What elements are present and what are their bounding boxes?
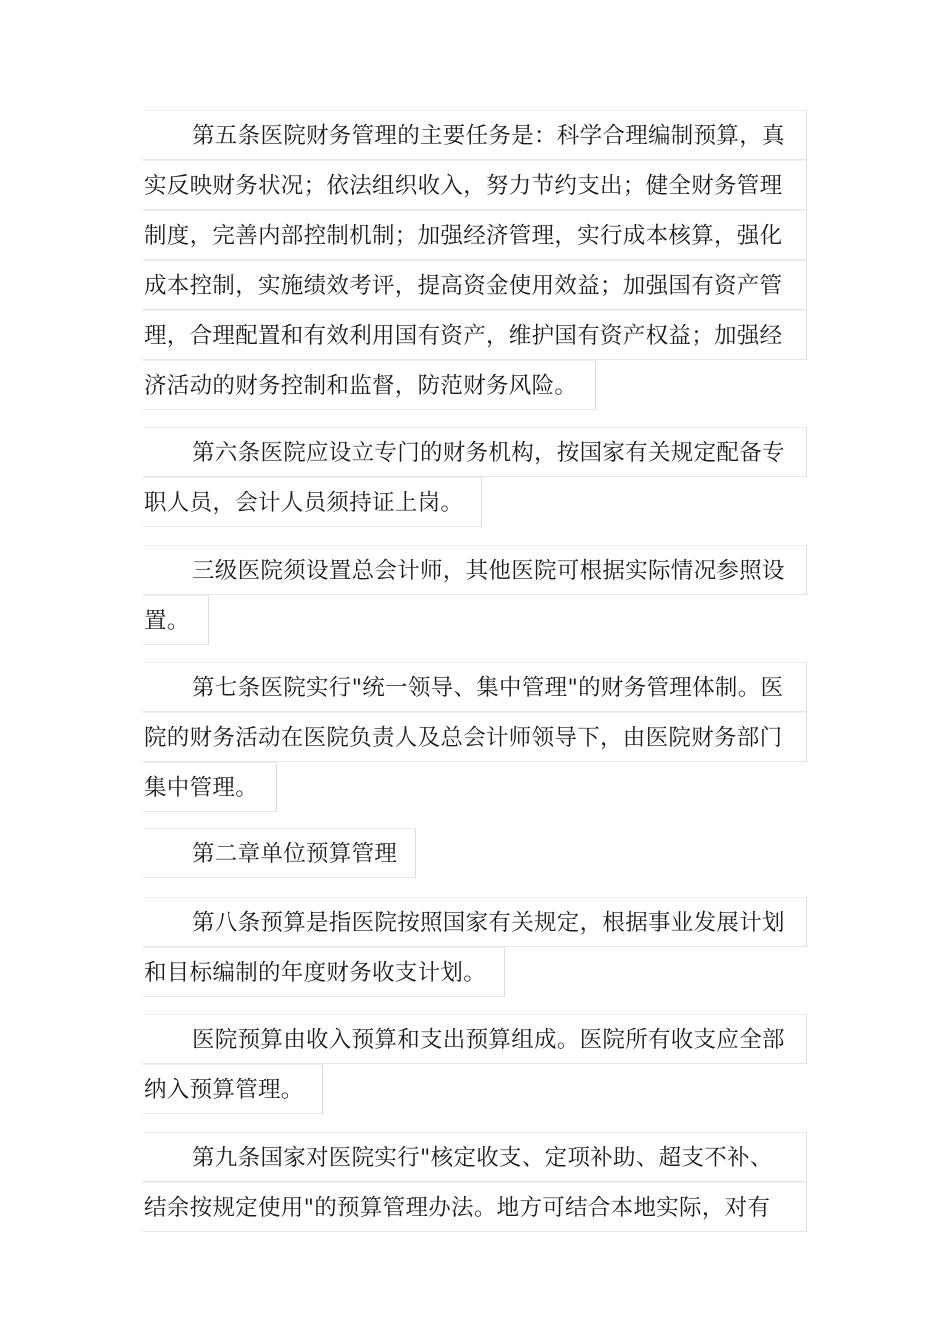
text-line: 三级医院须设置总会计师，其他医院可根据实际情况参照设 [143, 545, 807, 595]
paragraph-article-6 [143, 427, 807, 531]
paragraph-article-7 [143, 662, 807, 816]
text-line: 成本控制，实施绩效考评，提高资金使用效益；加强国有资产管 [143, 260, 807, 310]
text-line: 和目标编制的年度财务收支计划。 [143, 947, 505, 997]
text-line: 制度，完善内部控制机制；加强经济管理，实行成本核算，强化 [143, 210, 807, 260]
paragraph-article-9 [143, 1132, 807, 1232]
text-line: 结余按规定使用"的预算管理办法。地方可结合本地实际，对有 [143, 1182, 807, 1232]
text-line: 第六条医院应设立专门的财务机构，按国家有关规定配备专 [143, 427, 807, 477]
chapter-title: 第二章单位预算管理 [143, 828, 416, 878]
text-line: 院的财务活动在医院负责人及总会计师领导下，由医院财务部门 [143, 712, 807, 762]
text-line: 实反映财务状况；依法组织收入，努力节约支出；健全财务管理 [143, 160, 807, 210]
paragraph-article-5 [143, 110, 807, 414]
text-line: 第五条医院财务管理的主要任务是：科学合理编制预算，真 [143, 110, 807, 160]
text-line: 医院预算由收入预算和支出预算组成。医院所有收支应全部 [143, 1014, 807, 1064]
text-line: 理，合理配置和有效利用国有资产，维护国有资产权益；加强经 [143, 310, 807, 360]
text-line: 济活动的财务控制和监督，防范财务风险。 [143, 360, 596, 410]
text-line: 置。 [143, 595, 209, 645]
paragraph-chief-accountant [143, 545, 807, 649]
text-line: 职人员，会计人员须持证上岗。 [143, 477, 482, 527]
text-line: 纳入预算管理。 [143, 1064, 323, 1114]
paragraph-article-8 [143, 897, 807, 1001]
text-line: 集中管理。 [143, 762, 277, 812]
text-line: 第七条医院实行"统一领导、集中管理"的财务管理体制。医 [143, 662, 807, 712]
text-line: 第八条预算是指医院按照国家有关规定，根据事业发展计划 [143, 897, 807, 947]
paragraph-budget-composition [143, 1014, 807, 1118]
chapter-heading [143, 828, 807, 882]
text-line: 第九条国家对医院实行"核定收支、定项补助、超支不补、 [143, 1132, 807, 1182]
